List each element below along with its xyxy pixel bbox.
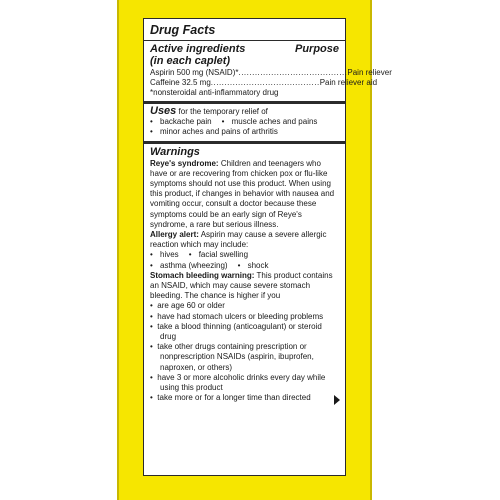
uses-item: minor aches and pains of arthritis [160,127,278,137]
allergy-item: asthma (wheezing) [160,260,228,270]
bullet-icon: • [150,321,153,331]
bullet-icon: • [150,311,153,321]
uses-bullet-row [150,127,339,137]
stomach-bleeding-paragraph [150,271,339,302]
uses-section [144,104,345,144]
purpose-heading: Purpose [294,43,339,55]
drug-facts-panel [143,18,392,476]
allergy-item: facial swelling [198,250,249,260]
warnings-heading: Warnings [150,145,200,158]
stomach-risk-text: take other drugs containing prescription or nonprescription NSAIDs (aspirin, ibuprofen, naproxen, or others) [157,342,314,372]
stomach-risk-text: take more or for a longer time than directed [157,393,311,403]
allergy-alert-paragraph [150,230,339,250]
uses-heading-line [150,106,339,117]
stomach-risk-item [150,373,339,393]
stomach-risk-item [150,393,339,403]
reye-syndrome-paragraph [150,159,339,230]
uses-heading: Uses [150,105,177,117]
bullet-icon: • [150,117,153,127]
ingredient-footnote: *nonsteroidal anti-inflammatory drug [150,88,279,97]
allergy-alert-label: Allergy alert: [150,230,199,240]
stomach-risk-text: are age 60 or older [157,301,225,311]
leader-dots: ........................................ [238,68,348,77]
bullet-icon: • [221,117,225,127]
active-ingredients-header [150,43,339,55]
uses-intro: for the temporary relief of [178,107,268,116]
stomach-bleeding-text: This product contains an NSAID, which may cause severe stomach bleeding. The chance is higher if you [150,270,333,301]
uses-item: muscle aches and pains [231,117,318,127]
reye-syndrome-label: Reye's syndrome: [150,158,219,168]
reye-syndrome-text: Children and teenagers who have or are recovering from chicken pox or flu-like symptoms should not use this product. When using this product, if changes in behavior with nausea and vomiting occur, consult a doctor because these symptoms could be an early sign of Reye's syndrome, a rare but serious illness. [150,158,335,229]
ingredient-row [150,68,392,78]
bullet-icon: • [150,127,153,137]
allergy-item: hives [160,250,179,260]
uses-bullet-row [150,117,339,127]
bullet-icon: • [150,250,153,260]
continue-arrow-icon [334,395,340,405]
stomach-risk-item [150,312,339,322]
stomach-bleeding-label: Stomach bleeding warning: [150,270,255,280]
stomach-risk-text: take a blood thinning (anticoagulant) or steroid drug [157,321,322,342]
stomach-risk-item [150,301,339,311]
bullet-icon: • [188,250,192,260]
active-ingredients-heading: Active ingredients [150,43,246,55]
uses-item: backache pain [160,117,212,127]
drug-facts-title: Drug Facts [144,19,345,41]
bullet-icon: • [150,372,153,382]
stomach-risk-item [150,322,339,342]
leader-dots: ........................................ [210,78,320,87]
bullet-icon: • [237,260,241,270]
ingredient-purpose: Pain reliever aid [319,78,378,87]
ingredient-purpose: Pain reliever [347,68,392,77]
stomach-risk-text: have had stomach ulcers or bleeding problems [157,311,324,321]
ingredient-name: Aspirin 500 mg (NSAID)* [150,68,239,77]
allergy-bullet-row [150,261,339,271]
bullet-icon: • [150,342,153,352]
allergy-alert-text: Aspirin may cause a severe allergic reaction which may include: [150,230,327,250]
active-ingredients-section [144,41,392,104]
bullet-icon: • [150,260,153,270]
package-edge-left [117,0,119,500]
bullet-icon: • [150,393,153,403]
allergy-bullet-row [150,250,339,260]
bullet-icon: • [150,301,153,311]
ingredient-row [150,78,378,88]
warnings-section [144,144,345,411]
active-ingredients-subheading: (in each caplet) [150,55,231,67]
stomach-risk-text: have 3 or more alcoholic drinks every day while using this product [157,372,326,393]
ingredient-name: Caffeine 32.5 mg [150,78,211,87]
stomach-risk-item [150,342,339,373]
allergy-item: shock [247,260,269,270]
